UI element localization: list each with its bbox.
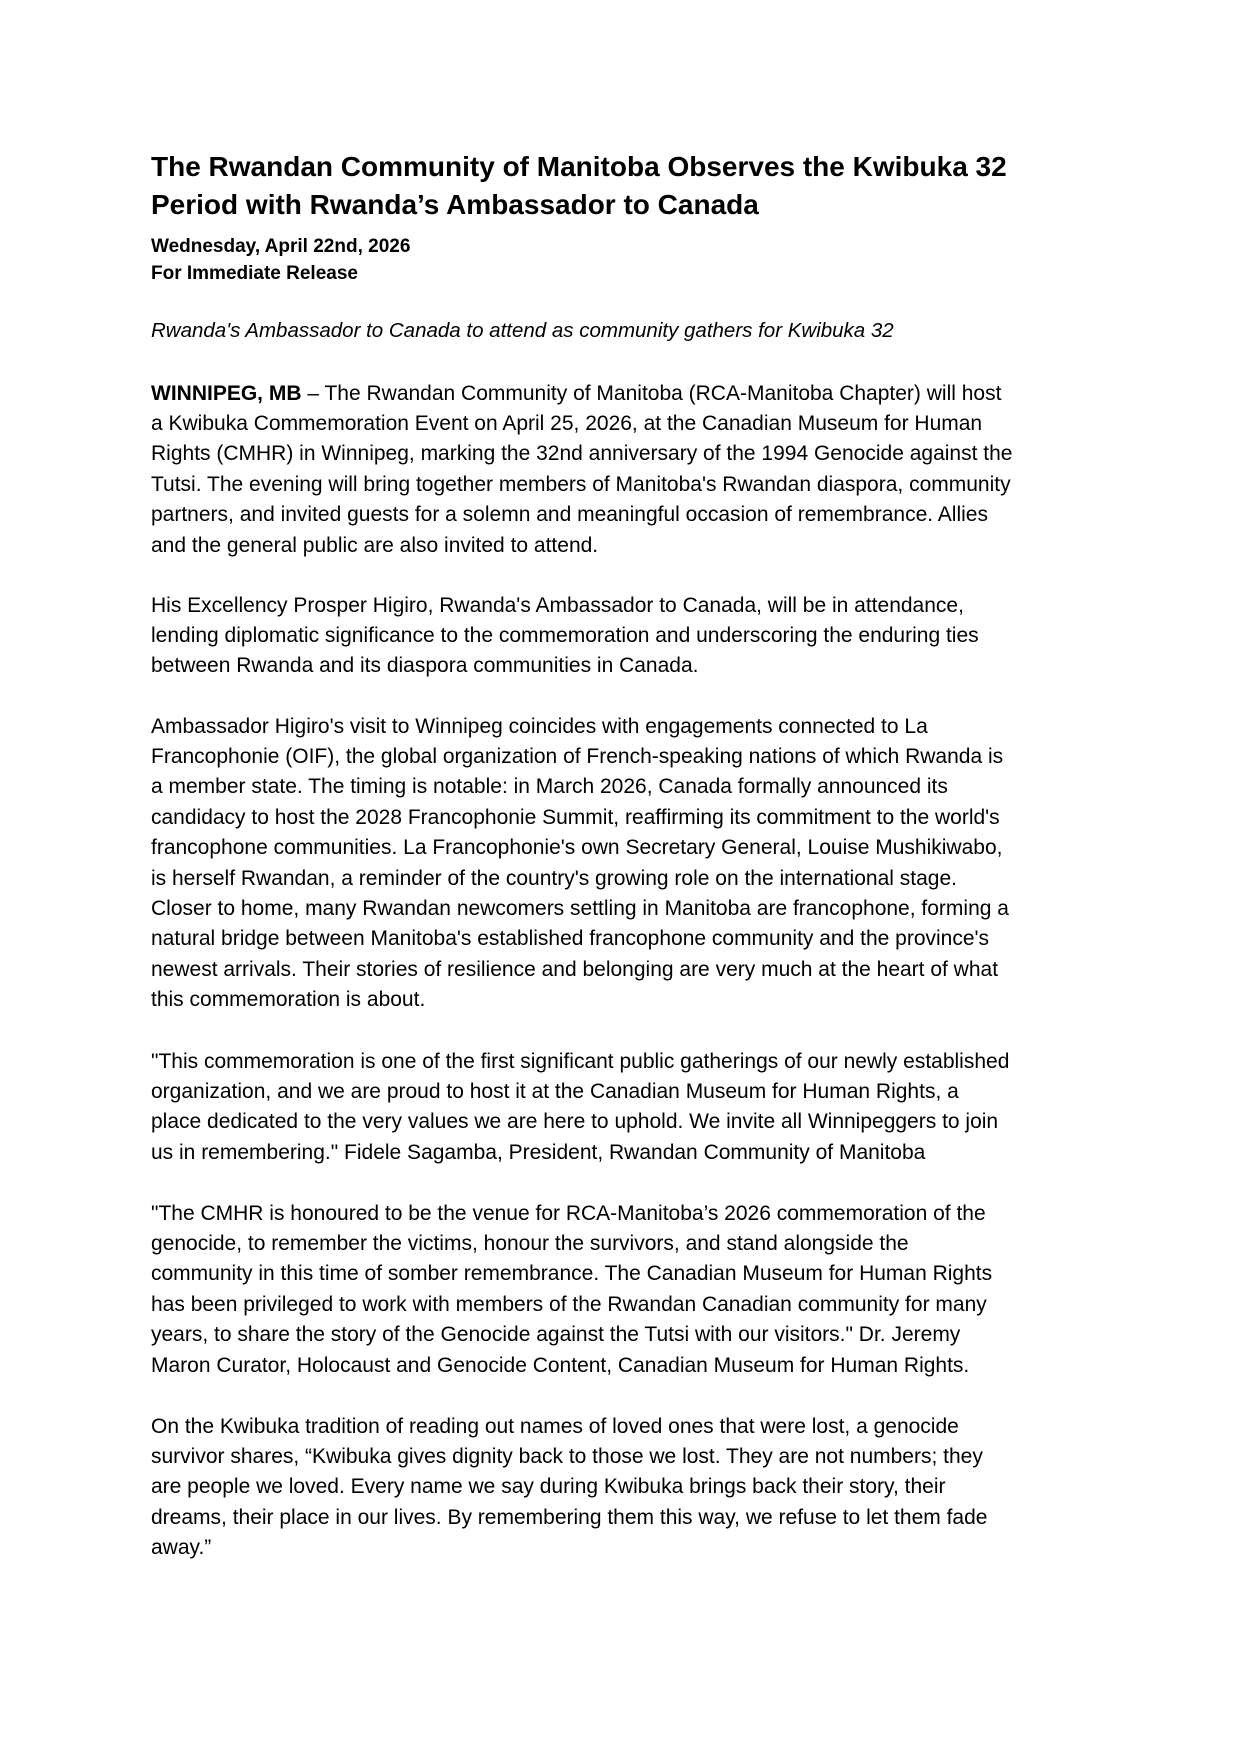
paragraph-line: Tutsi. The evening will bring together members of Manitoba's Rwandan diaspora, community [151,472,1011,496]
paragraph-line: Closer to home, many Rwandan newcomers settling in Manitoba are francophone, forming a [151,896,1009,920]
page-title [151,148,1007,224]
paragraph-line: newest arrivals. Their stories of resilience and belonging are very much at the heart of what [151,957,999,981]
paragraph-line: candidacy to host the 2028 Francophonie Summit, reaffirming its commitment to the world's [151,805,1000,829]
paragraph-line-text: – The Rwandan Community of Manitoba (RCA-Manitoba Chapter) will host [301,381,1002,405]
paragraph-line: between Rwanda and its diaspora communities in Canada. [151,654,699,678]
paragraph-line: francophone communities. La Francophonie's own Secretary General, Louise Mushikiwabo, [151,836,1003,860]
paragraph-line: "The CMHR is honoured to be the venue for RCA-Manitoba’s 2026 commemoration of the [151,1201,986,1225]
paragraph-line: Francophonie (OIF), the global organization of French-speaking nations of which Rwanda is [151,744,1004,768]
paragraph-line: years, to share the story of the Genocide against the Tutsi with our visitors." Dr. Jeremy [151,1323,961,1347]
paragraph-intro [151,379,1012,561]
paragraph-line: Maron Curator, Holocaust and Genocide Content, Canadian Museum for Human Rights. [151,1353,970,1377]
subtitle [151,316,894,346]
title-line: The Rwandan Community of Manitoba Observes the Kwibuka 32 [151,151,1007,182]
paragraph-line: lending diplomatic significance to the commemoration and underscoring the enduring ties [151,623,979,647]
paragraph-line: On the Kwibuka tradition of reading out names of loved ones that were lost, a genocide [151,1414,959,1438]
paragraph-line: place dedicated to the very values we are here to uphold. We invite all Winnipeggers to join [151,1110,999,1134]
release-meta [151,234,410,287]
subtitle-text: Rwanda's Ambassador to Canada to attend as community gathers for Kwibuka 32 [151,319,894,342]
paragraph-line: are people we loved. Every name we say during Kwibuka brings back their story, their [151,1475,946,1499]
paragraph-president-quote [151,1047,1009,1169]
paragraph-francophonie [151,712,1009,1016]
paragraph-line: survivor shares, “Kwibuka gives dignity back to those we lost. They are not numbers; they [151,1444,983,1468]
paragraph-line: organization, and we are proud to host it at the Canadian Museum for Human Rights, a [151,1079,959,1103]
paragraph-line: community in this time of somber remembrance. The Canadian Museum for Human Rights [151,1262,993,1286]
paragraph-line: has been privileged to work with members of the Rwandan Canadian community for many [151,1292,987,1316]
paragraph-line: dreams, their place in our lives. By remembering them this way, we refuse to let them fade [151,1505,988,1529]
paragraph-line: away.” [151,1536,212,1560]
paragraph-line: Ambassador Higiro's visit to Winnipeg coincides with engagements connected to La [151,714,928,738]
dateline: WINNIPEG, MB [151,381,302,405]
paragraph-line: this commemoration is about. [151,988,426,1012]
release-date: Wednesday, April 22nd, 2026 [151,236,411,257]
release-note: For Immediate Release [151,262,358,284]
paragraph-line: genocide, to remember the victims, honour the survivors, and stand alongside the [151,1231,909,1255]
paragraph-line [151,379,1012,409]
paragraph-line: Rights (CMHR) in Winnipeg, marking the 32nd anniversary of the 1994 Genocide against the [151,442,1013,466]
paragraph-line: "This commemoration is one of the first significant public gatherings of our newly established [151,1049,1010,1073]
paragraph-line: and the general public are also invited to attend. [151,533,599,557]
paragraph-line: a member state. The timing is notable: in March 2026, Canada formally announced its [151,775,948,799]
paragraph-line: His Excellency Prosper Higiro, Rwanda's Ambassador to Canada, will be in attendance, [151,593,964,617]
paragraph-line: us in remembering." Fidele Sagamba, President, Rwandan Community of Manitoba [151,1140,926,1164]
paragraph-cmhr-quote [151,1199,992,1381]
paragraph-line: natural bridge between Manitoba's established francophone community and the province's [151,927,990,951]
paragraph-line: is herself Rwandan, a reminder of the country's growing role on the international stage. [151,866,957,890]
paragraph-line: a Kwibuka Commemoration Event on April 25, 2026, at the Canadian Museum for Human [151,411,983,435]
paragraph-line: partners, and invited guests for a solemn and meaningful occasion of remembrance. Allies [151,503,988,527]
title-line: Period with Rwanda’s Ambassador to Canada [151,189,759,220]
paragraph-ambassador [151,591,979,682]
paragraph-survivor-quote [151,1412,987,1564]
